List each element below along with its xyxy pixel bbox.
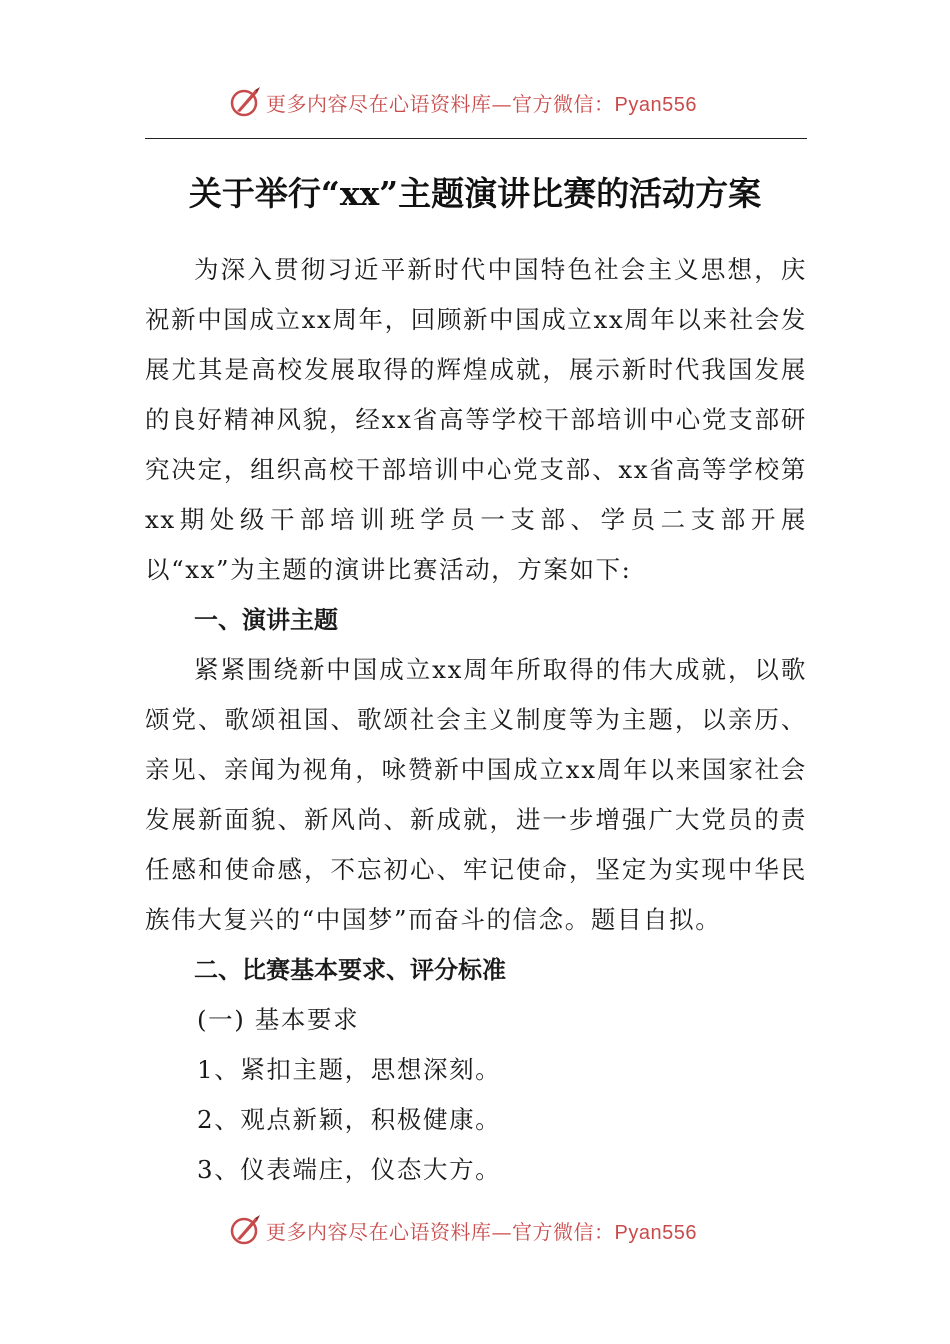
footer-banner — [0, 1210, 950, 1250]
banner-wechat-id: Pyan556 — [614, 93, 697, 116]
requirement-item: 3、仪表端庄，仪态大方。 — [197, 1155, 502, 1184]
banner-slogan: 更多内容尽在心语资料库 — [266, 91, 492, 116]
header-banner — [0, 82, 950, 122]
banner-wechat-label: 官方微信： — [512, 1219, 615, 1244]
banner-wechat-id: Pyan556 — [614, 1221, 697, 1244]
header-divider — [145, 138, 807, 139]
document-title: 关于举行“xx”主题演讲比赛的活动方案 — [188, 174, 762, 213]
quill-logo-icon — [228, 85, 262, 119]
banner-wechat-label: 官方微信： — [512, 91, 615, 116]
document-body — [145, 245, 807, 1195]
section1-paragraph: 紧紧围绕新中国成立xx周年所取得的伟大成就，以歌颂党、歌颂祖国、歌颂社会主义制度等为主题，以亲历、亲见、亲闻为视角，咏赞新中国成立xx周年以来国家社会发展新面貌、新风尚、新成就，进一步增强广大党员的责任感和使命感，不忘初心、牢记使命，坚定为实现中华民族伟大复兴的“中国梦”而奋斗的信念。题目自拟。 — [145, 655, 807, 934]
quill-logo-icon — [228, 1213, 262, 1247]
banner-slogan: 更多内容尽在心语资料库 — [266, 1219, 492, 1244]
requirement-item: 1、紧扣主题，思想深刻。 — [197, 1055, 502, 1084]
section2-heading: 二、比赛基本要求、评分标准 — [194, 956, 506, 984]
banner-separator: — — [491, 1219, 512, 1244]
intro-paragraph: 为深入贯彻习近平新时代中国特色社会主义思想，庆祝新中国成立xx周年，回顾新中国成立xx周年以来社会发展尤其是高校发展取得的辉煌成就，展示新时代我国发展的良好精神风貌，经xx省高等学校干部培训中心党支部研究决定，组织高校干部培训中心党支部、xx省高等学校第xx期处级干部培训班学员一支部、学员二支部开展以“xx”为主题的演讲比赛活动，方案如下: — [145, 255, 807, 584]
banner-separator: — — [491, 91, 512, 116]
banner-text — [266, 1216, 697, 1245]
requirement-item: 2、观点新颖，积极健康。 — [197, 1105, 502, 1134]
banner-text — [266, 88, 697, 117]
section2-subheading: (一) 基本要求 — [197, 1005, 360, 1034]
section1-heading: 一、演讲主题 — [194, 606, 338, 634]
